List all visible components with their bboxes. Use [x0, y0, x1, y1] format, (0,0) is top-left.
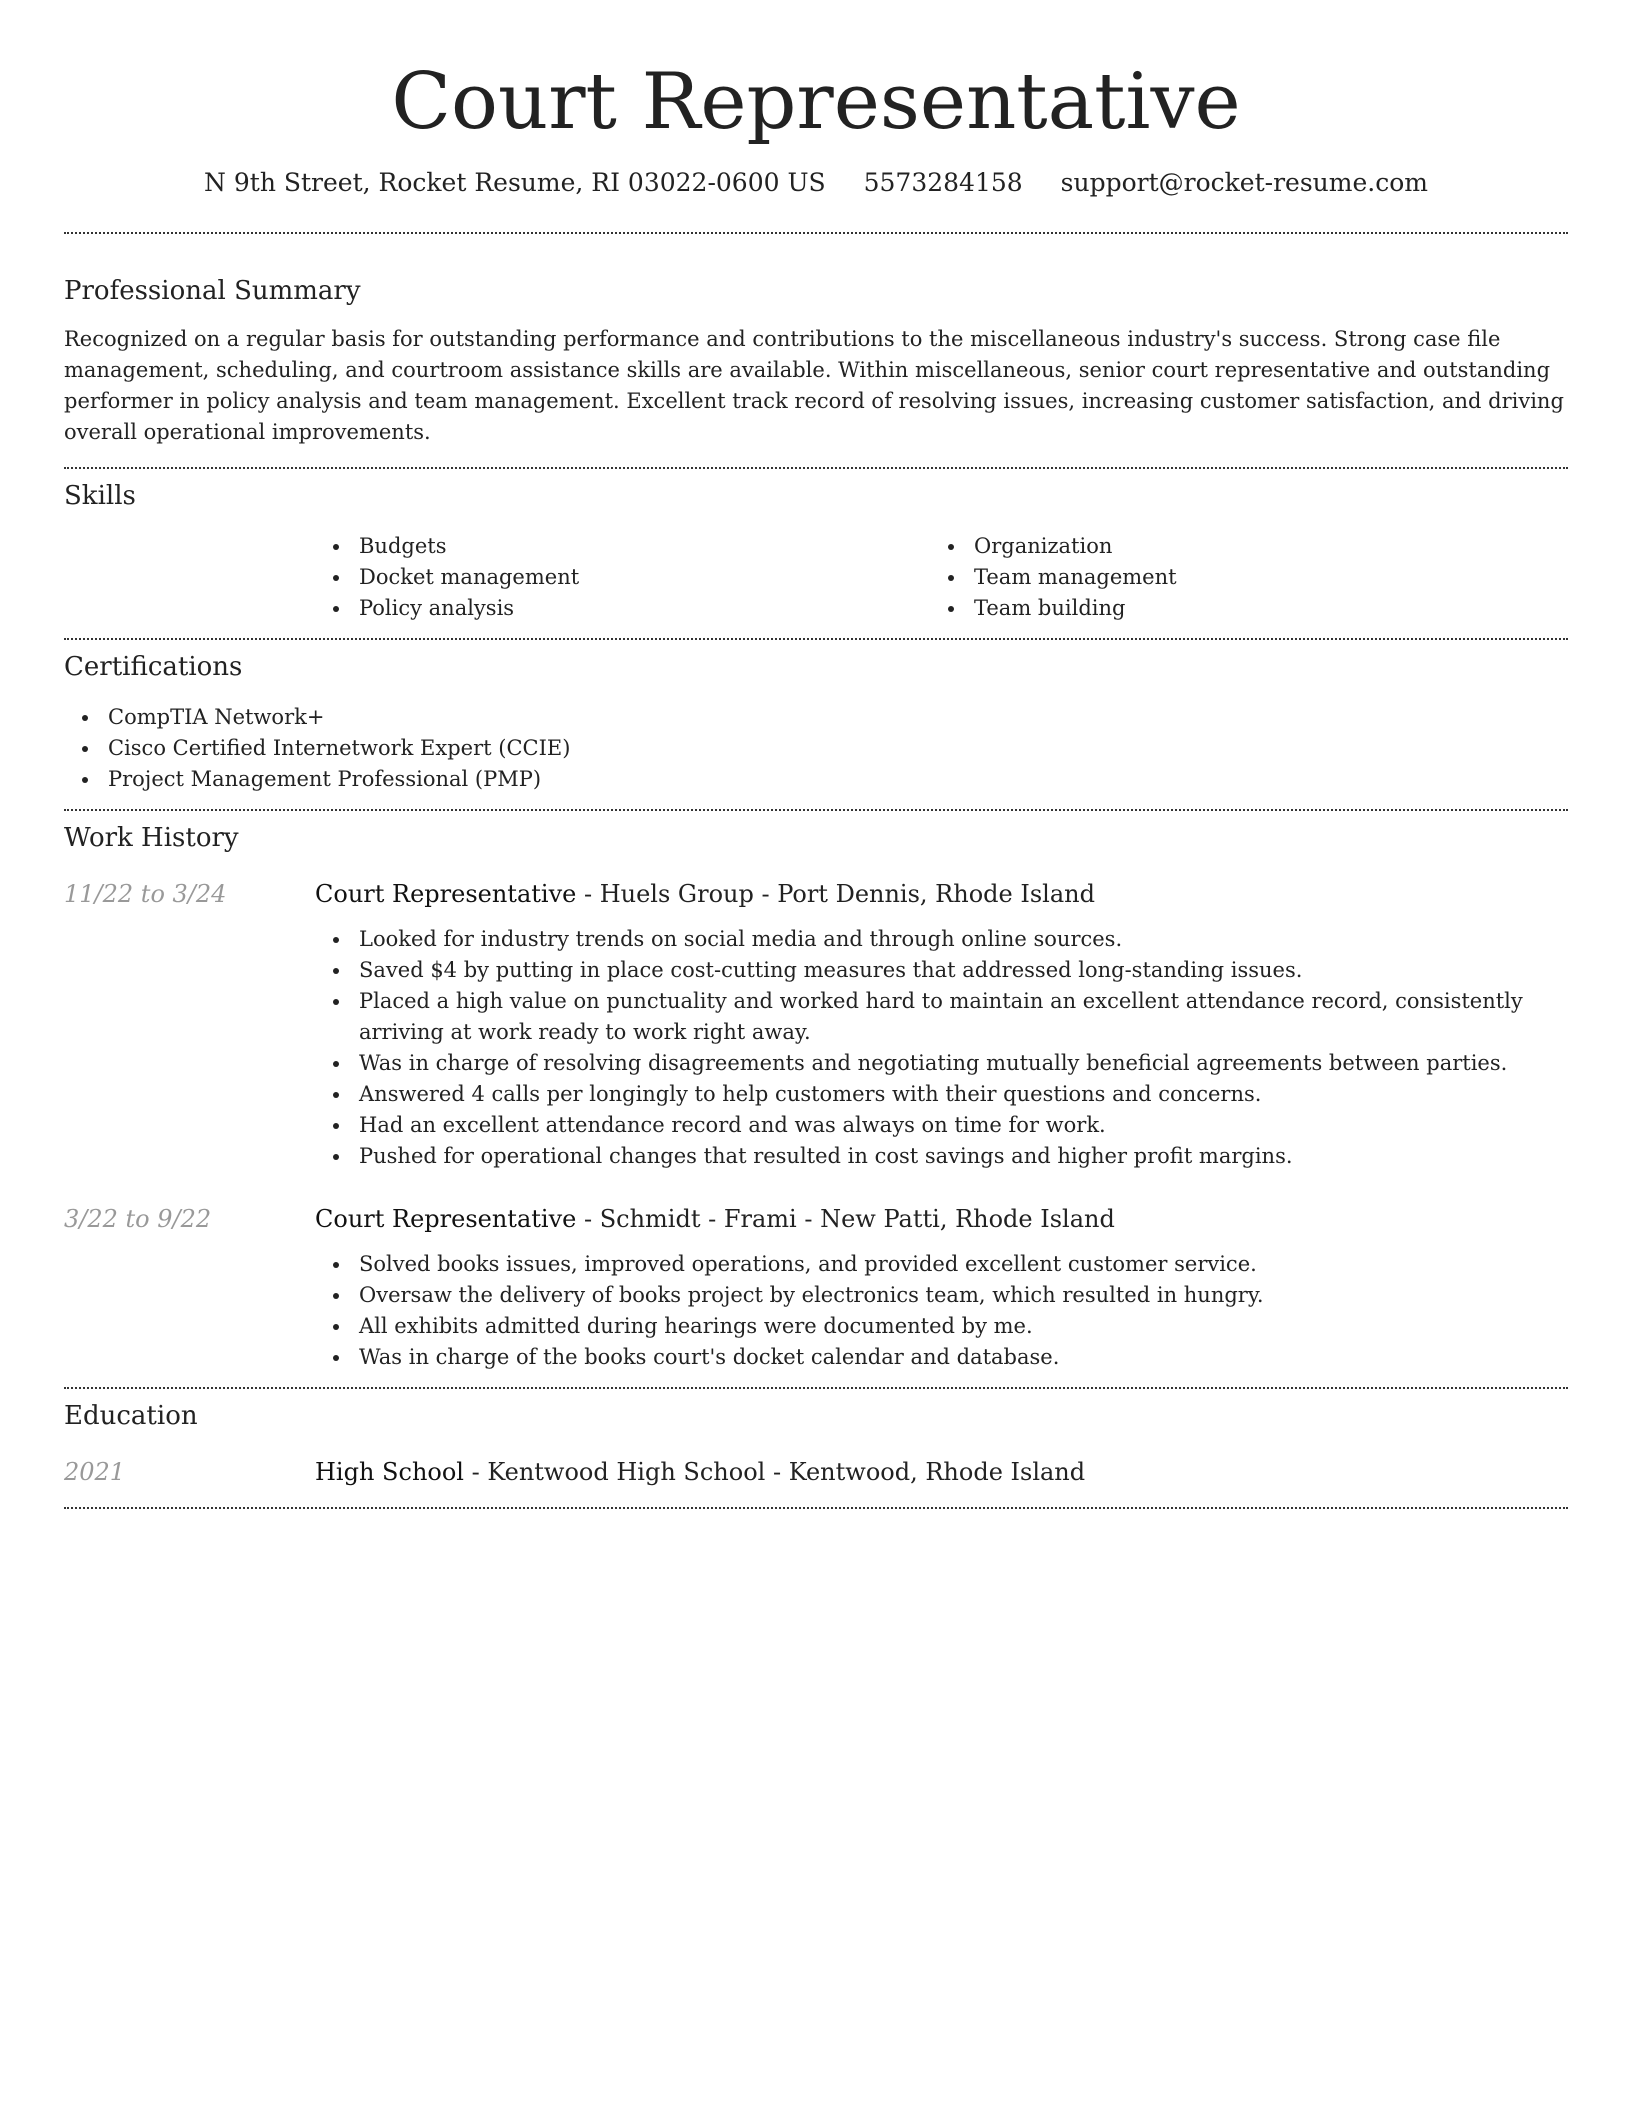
skill-item: Budgets: [315, 531, 930, 562]
summary-text: Recognized on a regular basis for outstanding performance and contributions to the miscellaneous industry's success. Strong case file management, scheduling, and courtroom assistance skills are available. Within miscellaneous, senior court representative and outstanding performer in policy analysis and team management. Excellent track record of resolving issues, increasing customer satisfaction, and driving overall operational improvements.: [64, 327, 1564, 444]
resume-name: Court Representative: [391, 57, 1241, 147]
job-role: Court Representative: [315, 880, 577, 908]
job-dates: 11/22 to 3/24: [64, 880, 227, 908]
job-bullet: Oversaw the delivery of books project by electronics team, which resulted in hungry.: [315, 1280, 1568, 1311]
certifications-list: [64, 702, 1568, 795]
education-school: - Kentwood High School - Kentwood, Rhode Island: [463, 1458, 1086, 1486]
job-body: [315, 877, 1568, 1172]
certifications-section: [64, 640, 1568, 795]
job-bullet: Saved $4 by putting in place cost-cutting measures that addressed long-standing issues.: [315, 955, 1568, 986]
job-bullet: Looked for industry trends on social media and through online sources.: [315, 924, 1568, 955]
job-bullet: Was in charge of resolving disagreements and negotiating mutually beneficial agreements between parties.: [315, 1048, 1568, 1079]
job-bullet: Answered 4 calls per longingly to help customers with their questions and concerns.: [315, 1079, 1568, 1110]
skill-item: Policy analysis: [315, 593, 930, 624]
job-employer: - Huels Group - Port Dennis, Rhode Island: [576, 880, 1095, 908]
summary-section: [64, 234, 1568, 448]
education-section: [64, 1389, 1568, 1489]
contact-email: support@rocket-resume.com: [1060, 168, 1428, 197]
job-heading: [315, 877, 1568, 911]
skills-section: [64, 469, 1568, 624]
education-year: 2021: [64, 1458, 126, 1486]
skill-item: Team management: [930, 562, 1545, 593]
education-heading: [315, 1455, 1568, 1489]
certification-item: Project Management Professional (PMP): [64, 764, 1568, 795]
resume-page: [64, 0, 1568, 1509]
job-bullet: All exhibits admitted during hearings were documented by me.: [315, 1311, 1568, 1342]
skills-grid: [315, 531, 1568, 624]
job-bullet: Pushed for operational changes that resulted in cost savings and higher profit margins.: [315, 1141, 1568, 1172]
job-bullet: Had an excellent attendance record and was always on time for work.: [315, 1110, 1568, 1141]
certification-item: CompTIA Network+: [64, 702, 1568, 733]
work-history-section: [64, 811, 1568, 1373]
summary-title: Professional Summary: [64, 276, 361, 306]
job-heading: [315, 1202, 1568, 1236]
education-degree: High School: [315, 1458, 464, 1486]
contact-address: N 9th Street, Rocket Resume, RI 03022-0600 US: [204, 168, 826, 197]
certifications-title: Certifications: [64, 652, 243, 682]
education-entry: [64, 1455, 1568, 1489]
job-role: Court Representative: [315, 1205, 577, 1233]
certification-item: Cisco Certified Internetwork Expert (CCIE): [64, 733, 1568, 764]
job-bullet: Placed a high value on punctuality and worked hard to maintain an excellent attendance record, consistently arriving at work ready to work right away.: [315, 986, 1568, 1048]
job-bullet: Was in charge of the books court's docket calendar and database.: [315, 1342, 1568, 1373]
skills-list-left: [315, 531, 930, 624]
education-body: [315, 1455, 1568, 1489]
job-bullets: [315, 1249, 1568, 1373]
job-entry: [64, 1202, 1568, 1373]
skills-title: Skills: [64, 481, 136, 511]
contact-line: [64, 166, 1568, 200]
job-dates: 3/22 to 9/22: [64, 1205, 212, 1233]
job-bullets: [315, 924, 1568, 1172]
education-title: Education: [64, 1401, 198, 1431]
skills-list-right: [930, 531, 1545, 624]
job-bullet: Solved books issues, improved operations, and provided excellent customer service.: [315, 1249, 1568, 1280]
job-body: [315, 1202, 1568, 1373]
skill-item: Docket management: [315, 562, 930, 593]
skill-item: Team building: [930, 593, 1545, 624]
contact-phone: 5573284158: [863, 168, 1023, 197]
section-divider: [64, 1507, 1568, 1509]
skill-item: Organization: [930, 531, 1545, 562]
job-entry: [64, 877, 1568, 1172]
work-history-title: Work History: [64, 823, 239, 853]
job-employer: - Schmidt - Frami - New Patti, Rhode Island: [576, 1205, 1115, 1233]
